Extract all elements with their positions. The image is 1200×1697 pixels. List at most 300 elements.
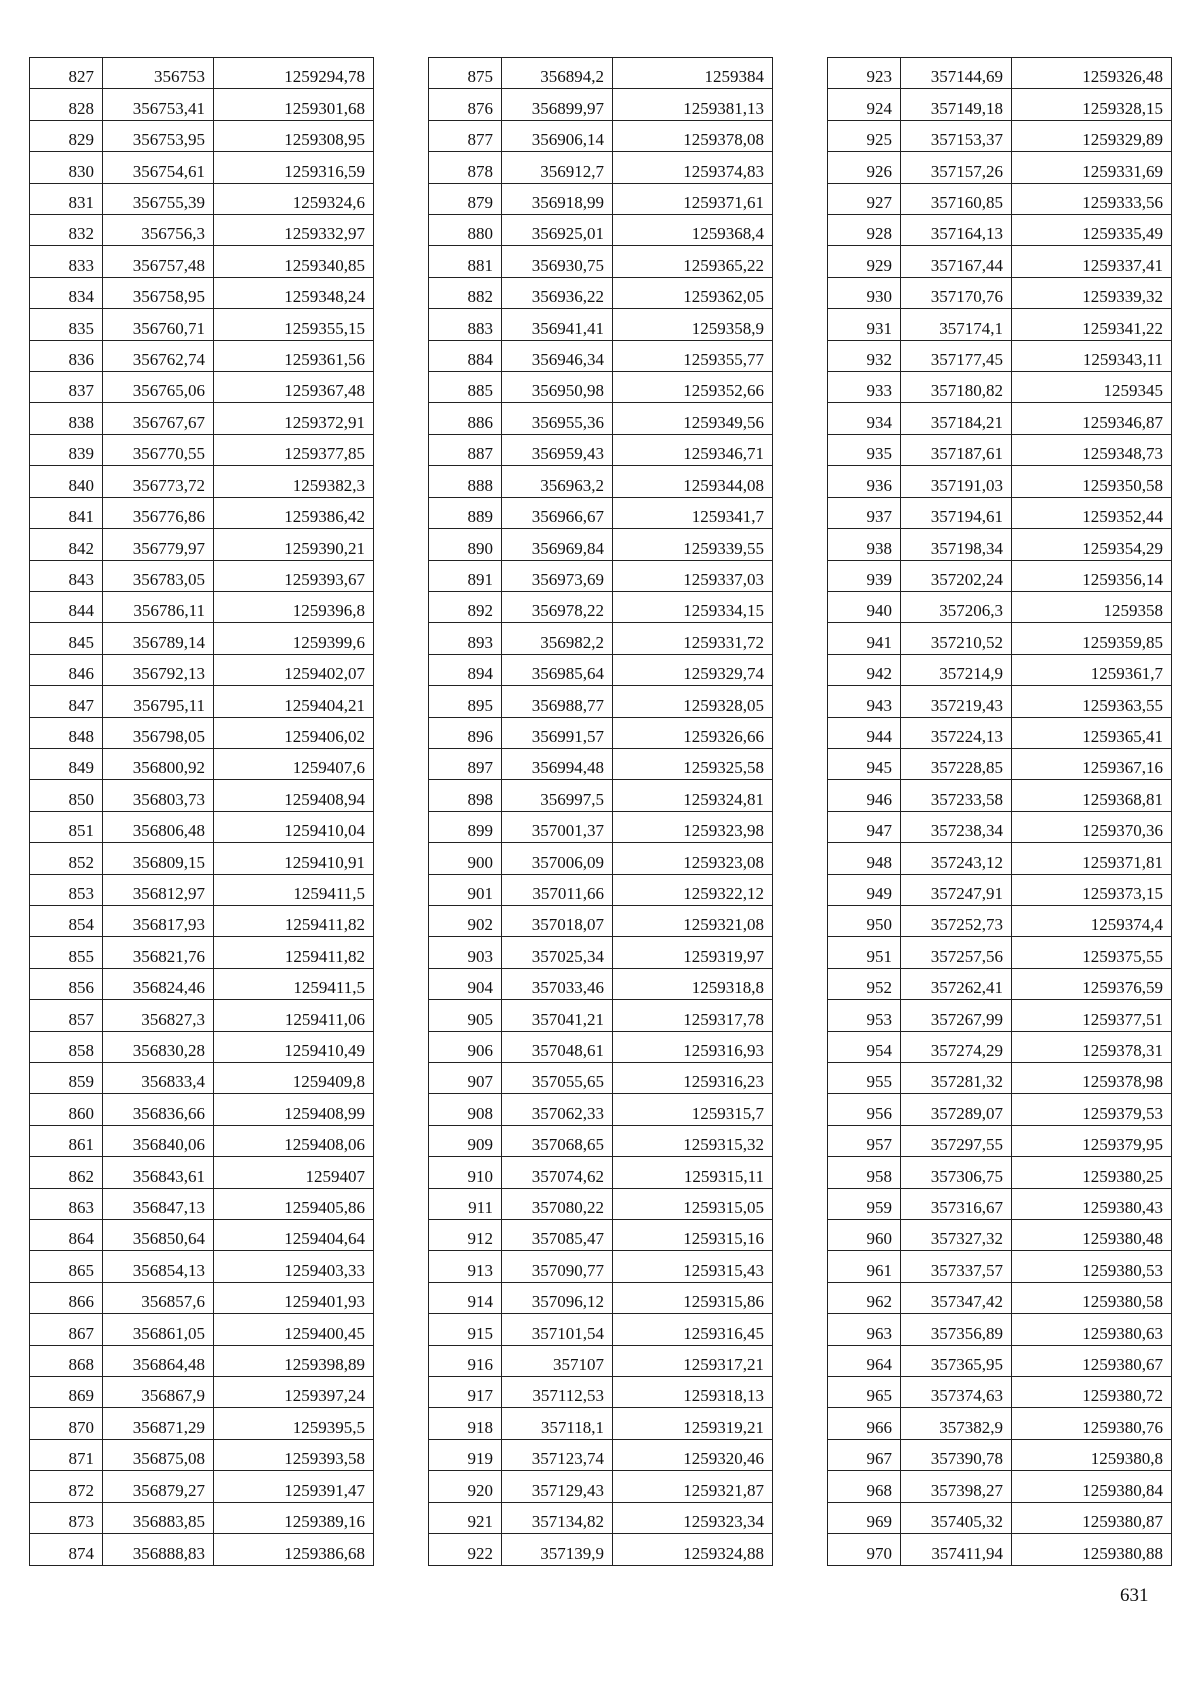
point-number-cell: 852 (30, 843, 103, 874)
y-coordinate-cell: 1259411,5 (214, 968, 374, 999)
x-coordinate-cell: 356955,36 (502, 403, 613, 434)
point-number-cell: 915 (429, 1314, 502, 1345)
y-coordinate-cell: 1259404,21 (214, 686, 374, 717)
x-coordinate-cell: 356959,43 (502, 434, 613, 465)
y-coordinate-cell: 1259315,43 (613, 1251, 773, 1282)
table-row (30, 466, 374, 497)
table-row (30, 1377, 374, 1408)
point-number-cell: 969 (828, 1502, 901, 1533)
y-coordinate-cell: 1259368,4 (613, 215, 773, 246)
point-number-cell: 891 (429, 560, 502, 591)
coordinate-table-2 (428, 57, 773, 1566)
y-coordinate-cell: 1259402,07 (214, 654, 374, 685)
table-row (30, 905, 374, 936)
y-coordinate-cell: 1259341,22 (1012, 309, 1172, 340)
point-number-cell: 901 (429, 874, 502, 905)
y-coordinate-cell: 1259384 (613, 58, 773, 89)
point-number-cell: 955 (828, 1063, 901, 1094)
table-row (30, 1031, 374, 1062)
table-row (30, 434, 374, 465)
point-number-cell: 958 (828, 1157, 901, 1188)
x-coordinate-cell: 356753,95 (103, 120, 214, 151)
y-coordinate-cell: 1259319,21 (613, 1408, 773, 1439)
y-coordinate-cell: 1259377,85 (214, 434, 374, 465)
y-coordinate-cell: 1259393,58 (214, 1439, 374, 1470)
x-coordinate-cell: 356789,14 (103, 623, 214, 654)
point-number-cell: 923 (828, 58, 901, 89)
table-row (828, 58, 1172, 89)
table-row (429, 466, 773, 497)
x-coordinate-cell: 356765,06 (103, 372, 214, 403)
x-coordinate-cell: 357267,99 (901, 1000, 1012, 1031)
table-row (828, 120, 1172, 151)
x-coordinate-cell: 356875,08 (103, 1439, 214, 1470)
point-number-cell: 959 (828, 1188, 901, 1219)
table-row (828, 905, 1172, 936)
table-row (429, 1282, 773, 1313)
y-coordinate-cell: 1259367,48 (214, 372, 374, 403)
y-coordinate-cell: 1259395,5 (214, 1408, 374, 1439)
point-number-cell: 907 (429, 1063, 502, 1094)
table-row (828, 843, 1172, 874)
y-coordinate-cell: 1259331,72 (613, 623, 773, 654)
table-row (828, 1125, 1172, 1156)
x-coordinate-cell: 356969,84 (502, 529, 613, 560)
point-number-cell: 937 (828, 497, 901, 528)
x-coordinate-cell: 356936,22 (502, 277, 613, 308)
table-row (30, 748, 374, 779)
y-coordinate-cell: 1259380,63 (1012, 1314, 1172, 1345)
point-number-cell: 889 (429, 497, 502, 528)
table-row (828, 560, 1172, 591)
x-coordinate-cell: 356767,67 (103, 403, 214, 434)
y-coordinate-cell: 1259329,74 (613, 654, 773, 685)
y-coordinate-cell: 1259397,24 (214, 1377, 374, 1408)
point-number-cell: 838 (30, 403, 103, 434)
x-coordinate-cell: 357123,74 (502, 1439, 613, 1470)
x-coordinate-cell: 356879,27 (103, 1471, 214, 1502)
point-number-cell: 961 (828, 1251, 901, 1282)
x-coordinate-cell: 357297,55 (901, 1125, 1012, 1156)
x-coordinate-cell: 356757,48 (103, 246, 214, 277)
point-number-cell: 957 (828, 1125, 901, 1156)
x-coordinate-cell: 356930,75 (502, 246, 613, 277)
y-coordinate-cell: 1259410,04 (214, 811, 374, 842)
table-row (429, 811, 773, 842)
y-coordinate-cell: 1259375,55 (1012, 937, 1172, 968)
point-number-cell: 866 (30, 1282, 103, 1313)
point-number-cell: 909 (429, 1125, 502, 1156)
y-coordinate-cell: 1259409,8 (214, 1063, 374, 1094)
table-row (30, 1220, 374, 1251)
point-number-cell: 831 (30, 183, 103, 214)
point-number-cell: 873 (30, 1502, 103, 1533)
y-coordinate-cell: 1259379,95 (1012, 1125, 1172, 1156)
x-coordinate-cell: 356795,11 (103, 686, 214, 717)
point-number-cell: 906 (429, 1031, 502, 1062)
table-row (30, 120, 374, 151)
x-coordinate-cell: 356978,22 (502, 591, 613, 622)
point-number-cell: 954 (828, 1031, 901, 1062)
x-coordinate-cell: 356830,28 (103, 1031, 214, 1062)
y-coordinate-cell: 1259389,16 (214, 1502, 374, 1533)
table-row (429, 1471, 773, 1502)
point-number-cell: 851 (30, 811, 103, 842)
x-coordinate-cell: 357068,65 (502, 1125, 613, 1156)
table-row (429, 120, 773, 151)
y-coordinate-cell: 1259362,05 (613, 277, 773, 308)
y-coordinate-cell: 1259358 (1012, 591, 1172, 622)
point-number-cell: 917 (429, 1377, 502, 1408)
table-row (30, 277, 374, 308)
table-row (429, 654, 773, 685)
point-number-cell: 968 (828, 1471, 901, 1502)
x-coordinate-cell: 357153,37 (901, 120, 1012, 151)
x-coordinate-cell: 356776,86 (103, 497, 214, 528)
point-number-cell: 892 (429, 591, 502, 622)
y-coordinate-cell: 1259315,7 (613, 1094, 773, 1125)
table-row (30, 1345, 374, 1376)
x-coordinate-cell: 356973,69 (502, 560, 613, 591)
point-number-cell: 936 (828, 466, 901, 497)
point-number-cell: 933 (828, 372, 901, 403)
x-coordinate-cell: 356754,61 (103, 152, 214, 183)
table-row (30, 654, 374, 685)
point-number-cell: 837 (30, 372, 103, 403)
point-number-cell: 944 (828, 717, 901, 748)
y-coordinate-cell: 1259398,89 (214, 1345, 374, 1376)
table-row (30, 811, 374, 842)
point-number-cell: 885 (429, 372, 502, 403)
x-coordinate-cell: 357214,9 (901, 654, 1012, 685)
x-coordinate-cell: 356762,74 (103, 340, 214, 371)
page-number: 631 (1120, 1585, 1149, 1606)
point-number-cell: 886 (429, 403, 502, 434)
table-row (30, 717, 374, 748)
x-coordinate-cell: 357174,1 (901, 309, 1012, 340)
table-row (30, 497, 374, 528)
y-coordinate-cell: 1259401,93 (214, 1282, 374, 1313)
point-number-cell: 899 (429, 811, 502, 842)
x-coordinate-cell: 356806,48 (103, 811, 214, 842)
table-row (30, 1408, 374, 1439)
point-number-cell: 883 (429, 309, 502, 340)
x-coordinate-cell: 357177,45 (901, 340, 1012, 371)
table-row (429, 246, 773, 277)
x-coordinate-cell: 357144,69 (901, 58, 1012, 89)
y-coordinate-cell: 1259324,88 (613, 1534, 773, 1565)
x-coordinate-cell: 356817,93 (103, 905, 214, 936)
table-row (828, 466, 1172, 497)
point-number-cell: 966 (828, 1408, 901, 1439)
x-coordinate-cell: 357149,18 (901, 89, 1012, 120)
point-number-cell: 893 (429, 623, 502, 654)
y-coordinate-cell: 1259380,84 (1012, 1471, 1172, 1502)
x-coordinate-cell: 357306,75 (901, 1157, 1012, 1188)
x-coordinate-cell: 357243,12 (901, 843, 1012, 874)
x-coordinate-cell: 357398,27 (901, 1471, 1012, 1502)
x-coordinate-cell: 357257,56 (901, 937, 1012, 968)
point-number-cell: 857 (30, 1000, 103, 1031)
table-row (828, 686, 1172, 717)
y-coordinate-cell: 1259411,82 (214, 937, 374, 968)
x-coordinate-cell: 357337,57 (901, 1251, 1012, 1282)
point-number-cell: 862 (30, 1157, 103, 1188)
point-number-cell: 904 (429, 968, 502, 999)
point-number-cell: 898 (429, 780, 502, 811)
point-number-cell: 834 (30, 277, 103, 308)
point-number-cell: 827 (30, 58, 103, 89)
x-coordinate-cell: 356753,41 (103, 89, 214, 120)
y-coordinate-cell: 1259335,49 (1012, 215, 1172, 246)
table-row (828, 1408, 1172, 1439)
table-row (828, 1188, 1172, 1219)
table-row (30, 1534, 374, 1565)
point-number-cell: 962 (828, 1282, 901, 1313)
y-coordinate-cell: 1259410,91 (214, 843, 374, 874)
point-number-cell: 938 (828, 529, 901, 560)
x-coordinate-cell: 356755,39 (103, 183, 214, 214)
point-number-cell: 871 (30, 1439, 103, 1470)
table-row (429, 152, 773, 183)
table-row (828, 403, 1172, 434)
x-coordinate-cell: 356783,05 (103, 560, 214, 591)
table-row (30, 1094, 374, 1125)
point-number-cell: 905 (429, 1000, 502, 1031)
x-coordinate-cell: 356847,13 (103, 1188, 214, 1219)
point-number-cell: 940 (828, 591, 901, 622)
point-number-cell: 895 (429, 686, 502, 717)
point-number-cell: 869 (30, 1377, 103, 1408)
table-row (30, 874, 374, 905)
y-coordinate-cell: 1259374,4 (1012, 905, 1172, 936)
point-number-cell: 836 (30, 340, 103, 371)
x-coordinate-cell: 357274,29 (901, 1031, 1012, 1062)
point-number-cell: 829 (30, 120, 103, 151)
point-number-cell: 929 (828, 246, 901, 277)
table-row (828, 654, 1172, 685)
x-coordinate-cell: 357180,82 (901, 372, 1012, 403)
table-row (429, 1314, 773, 1345)
y-coordinate-cell: 1259323,98 (613, 811, 773, 842)
x-coordinate-cell: 357101,54 (502, 1314, 613, 1345)
point-number-cell: 845 (30, 623, 103, 654)
point-number-cell: 872 (30, 1471, 103, 1502)
x-coordinate-cell: 356803,73 (103, 780, 214, 811)
y-coordinate-cell: 1259352,44 (1012, 497, 1172, 528)
point-number-cell: 964 (828, 1345, 901, 1376)
x-coordinate-cell: 357374,63 (901, 1377, 1012, 1408)
y-coordinate-cell: 1259341,7 (613, 497, 773, 528)
table-row (429, 843, 773, 874)
table-row (429, 1345, 773, 1376)
point-number-cell: 916 (429, 1345, 502, 1376)
y-coordinate-cell: 1259377,51 (1012, 1000, 1172, 1031)
point-number-cell: 861 (30, 1125, 103, 1156)
table-row (828, 1094, 1172, 1125)
y-coordinate-cell: 1259365,22 (613, 246, 773, 277)
x-coordinate-cell: 357316,67 (901, 1188, 1012, 1219)
y-coordinate-cell: 1259320,46 (613, 1439, 773, 1470)
table-row (429, 309, 773, 340)
x-coordinate-cell: 356800,92 (103, 748, 214, 779)
point-number-cell: 843 (30, 560, 103, 591)
table-row (828, 1063, 1172, 1094)
point-number-cell: 911 (429, 1188, 502, 1219)
x-coordinate-cell: 357224,13 (901, 717, 1012, 748)
point-number-cell: 963 (828, 1314, 901, 1345)
x-coordinate-cell: 356779,97 (103, 529, 214, 560)
point-number-cell: 965 (828, 1377, 901, 1408)
point-number-cell: 934 (828, 403, 901, 434)
x-coordinate-cell: 357160,85 (901, 183, 1012, 214)
table-row (429, 937, 773, 968)
point-number-cell: 850 (30, 780, 103, 811)
x-coordinate-cell: 357347,42 (901, 1282, 1012, 1313)
y-coordinate-cell: 1259317,21 (613, 1345, 773, 1376)
table-row (30, 58, 374, 89)
table-row (30, 246, 374, 277)
point-number-cell: 840 (30, 466, 103, 497)
x-coordinate-cell: 357041,21 (502, 1000, 613, 1031)
x-coordinate-cell: 356912,7 (502, 152, 613, 183)
x-coordinate-cell: 357289,07 (901, 1094, 1012, 1125)
x-coordinate-cell: 357011,66 (502, 874, 613, 905)
table-row (429, 277, 773, 308)
table-row (429, 1188, 773, 1219)
x-coordinate-cell: 357365,95 (901, 1345, 1012, 1376)
point-number-cell: 912 (429, 1220, 502, 1251)
y-coordinate-cell: 1259337,41 (1012, 246, 1172, 277)
table-row (30, 1282, 374, 1313)
point-number-cell: 874 (30, 1534, 103, 1565)
point-number-cell: 921 (429, 1502, 502, 1533)
y-coordinate-cell: 1259361,56 (214, 340, 374, 371)
table-row (828, 811, 1172, 842)
table-row (429, 1251, 773, 1282)
x-coordinate-cell: 356827,3 (103, 1000, 214, 1031)
table-row (429, 434, 773, 465)
x-coordinate-cell: 357206,3 (901, 591, 1012, 622)
x-coordinate-cell: 357001,37 (502, 811, 613, 842)
y-coordinate-cell: 1259315,16 (613, 1220, 773, 1251)
point-number-cell: 890 (429, 529, 502, 560)
table-row (429, 623, 773, 654)
y-coordinate-cell: 1259318,8 (613, 968, 773, 999)
y-coordinate-cell: 1259355,77 (613, 340, 773, 371)
point-number-cell: 841 (30, 497, 103, 528)
y-coordinate-cell: 1259407,6 (214, 748, 374, 779)
point-number-cell: 902 (429, 905, 502, 936)
x-coordinate-cell: 357198,34 (901, 529, 1012, 560)
table-row (30, 843, 374, 874)
x-coordinate-cell: 356756,3 (103, 215, 214, 246)
table-row (429, 748, 773, 779)
point-number-cell: 896 (429, 717, 502, 748)
y-coordinate-cell: 1259348,73 (1012, 434, 1172, 465)
y-coordinate-cell: 1259334,15 (613, 591, 773, 622)
y-coordinate-cell: 1259324,6 (214, 183, 374, 214)
point-number-cell: 879 (429, 183, 502, 214)
y-coordinate-cell: 1259373,15 (1012, 874, 1172, 905)
point-number-cell: 875 (429, 58, 502, 89)
point-number-cell: 858 (30, 1031, 103, 1062)
y-coordinate-cell: 1259407 (214, 1157, 374, 1188)
x-coordinate-cell: 357187,61 (901, 434, 1012, 465)
x-coordinate-cell: 356982,2 (502, 623, 613, 654)
x-coordinate-cell: 357134,82 (502, 1502, 613, 1533)
table-row (828, 1471, 1172, 1502)
table-row (828, 1502, 1172, 1533)
y-coordinate-cell: 1259340,85 (214, 246, 374, 277)
point-number-cell: 855 (30, 937, 103, 968)
y-coordinate-cell: 1259396,8 (214, 591, 374, 622)
table-row (828, 529, 1172, 560)
point-number-cell: 928 (828, 215, 901, 246)
y-coordinate-cell: 1259378,98 (1012, 1063, 1172, 1094)
table-row (429, 560, 773, 591)
table-row (828, 309, 1172, 340)
x-coordinate-cell: 356833,4 (103, 1063, 214, 1094)
table-row (828, 1314, 1172, 1345)
x-coordinate-cell: 356798,05 (103, 717, 214, 748)
point-number-cell: 867 (30, 1314, 103, 1345)
x-coordinate-cell: 357327,32 (901, 1220, 1012, 1251)
y-coordinate-cell: 1259363,55 (1012, 686, 1172, 717)
point-number-cell: 948 (828, 843, 901, 874)
point-number-cell: 881 (429, 246, 502, 277)
y-coordinate-cell: 1259308,95 (214, 120, 374, 151)
table-row (828, 937, 1172, 968)
table-row (30, 340, 374, 371)
table-row (429, 403, 773, 434)
point-number-cell: 922 (429, 1534, 502, 1565)
table-row (828, 748, 1172, 779)
table-row (30, 1125, 374, 1156)
x-coordinate-cell: 356985,64 (502, 654, 613, 685)
y-coordinate-cell: 1259343,11 (1012, 340, 1172, 371)
point-number-cell: 848 (30, 717, 103, 748)
x-coordinate-cell: 356963,2 (502, 466, 613, 497)
table-row (828, 591, 1172, 622)
point-number-cell: 878 (429, 152, 502, 183)
point-number-cell: 859 (30, 1063, 103, 1094)
x-coordinate-cell: 356918,99 (502, 183, 613, 214)
table-row (828, 1377, 1172, 1408)
x-coordinate-cell: 357080,22 (502, 1188, 613, 1219)
y-coordinate-cell: 1259380,72 (1012, 1377, 1172, 1408)
point-number-cell: 876 (429, 89, 502, 120)
x-coordinate-cell: 357405,32 (901, 1502, 1012, 1533)
point-number-cell: 882 (429, 277, 502, 308)
y-coordinate-cell: 1259315,05 (613, 1188, 773, 1219)
y-coordinate-cell: 1259346,87 (1012, 403, 1172, 434)
table-row (828, 183, 1172, 214)
y-coordinate-cell: 1259329,89 (1012, 120, 1172, 151)
y-coordinate-cell: 1259315,11 (613, 1157, 773, 1188)
y-coordinate-cell: 1259328,15 (1012, 89, 1172, 120)
point-number-cell: 924 (828, 89, 901, 120)
x-coordinate-cell: 356792,13 (103, 654, 214, 685)
y-coordinate-cell: 1259405,86 (214, 1188, 374, 1219)
x-coordinate-cell: 356861,05 (103, 1314, 214, 1345)
y-coordinate-cell: 1259326,48 (1012, 58, 1172, 89)
table-row (30, 1439, 374, 1470)
y-coordinate-cell: 1259378,08 (613, 120, 773, 151)
y-coordinate-cell: 1259380,53 (1012, 1251, 1172, 1282)
y-coordinate-cell: 1259374,83 (613, 152, 773, 183)
x-coordinate-cell: 357025,34 (502, 937, 613, 968)
